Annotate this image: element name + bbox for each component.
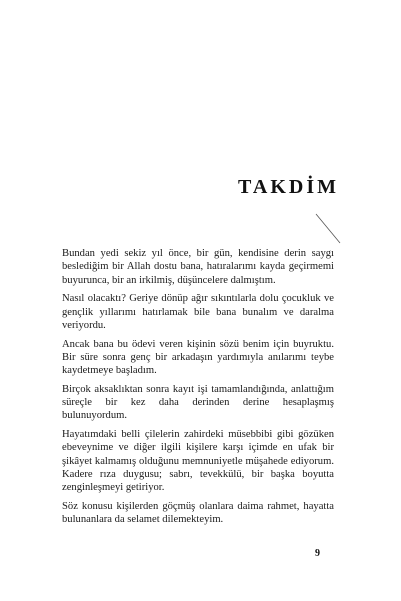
paragraph: Bundan yedi sekiz yıl önce, bir gün, kendisine derin saygı beslediğim bir Allah dostu bana, hatıralarımı kayda geçirmemi buyurunca, bir an irkilmiş, düşüncelere dalmıştım. [62, 248, 334, 286]
paragraph: Nasıl olacaktı? Geriye dönüp ağır sıkıntılarla dolu çocukluk ve gençlik yıllarımı hatırlamak bile bana bunalım ve daralma veriyordu. [62, 293, 334, 331]
paragraph: Birçok aksaklıktan sonra kayıt işi tamamlandığında, anlattığım süreçle bir kez daha derinden derine hesaplaşmış bulunuyordum. [62, 383, 334, 422]
body-text [62, 247, 334, 532]
paragraph: Söz konusu kişilerden göçmüş olanlara daima rahmet, hayatta bulunanlara da selamet dilemekteyim. [62, 501, 334, 526]
paragraph: Hayatımdaki belli çilelerin zahirdeki müsebbibi gibi gözüken ebeveynime ve diğer ilgili kişilere karşı içimde en ufak bir şikâyet kalmamış olduğunu memnuniyetle müşahede ediyorum. Kadere rıza duygusu; sabrı, tevekkülü, bir başka boyutta zenginleşmeyi getiriyor. [62, 429, 334, 494]
paragraph: Ancak bana bu ödevi veren kişinin sözü benim için buyruktu. Bir süre sonra genç bir arkadaşın yardımıyla anılarımı teybe kaydetmeye başladım. [62, 338, 334, 377]
page-number: 9 [315, 548, 320, 559]
chapter-title: TAKDİM [238, 176, 339, 198]
